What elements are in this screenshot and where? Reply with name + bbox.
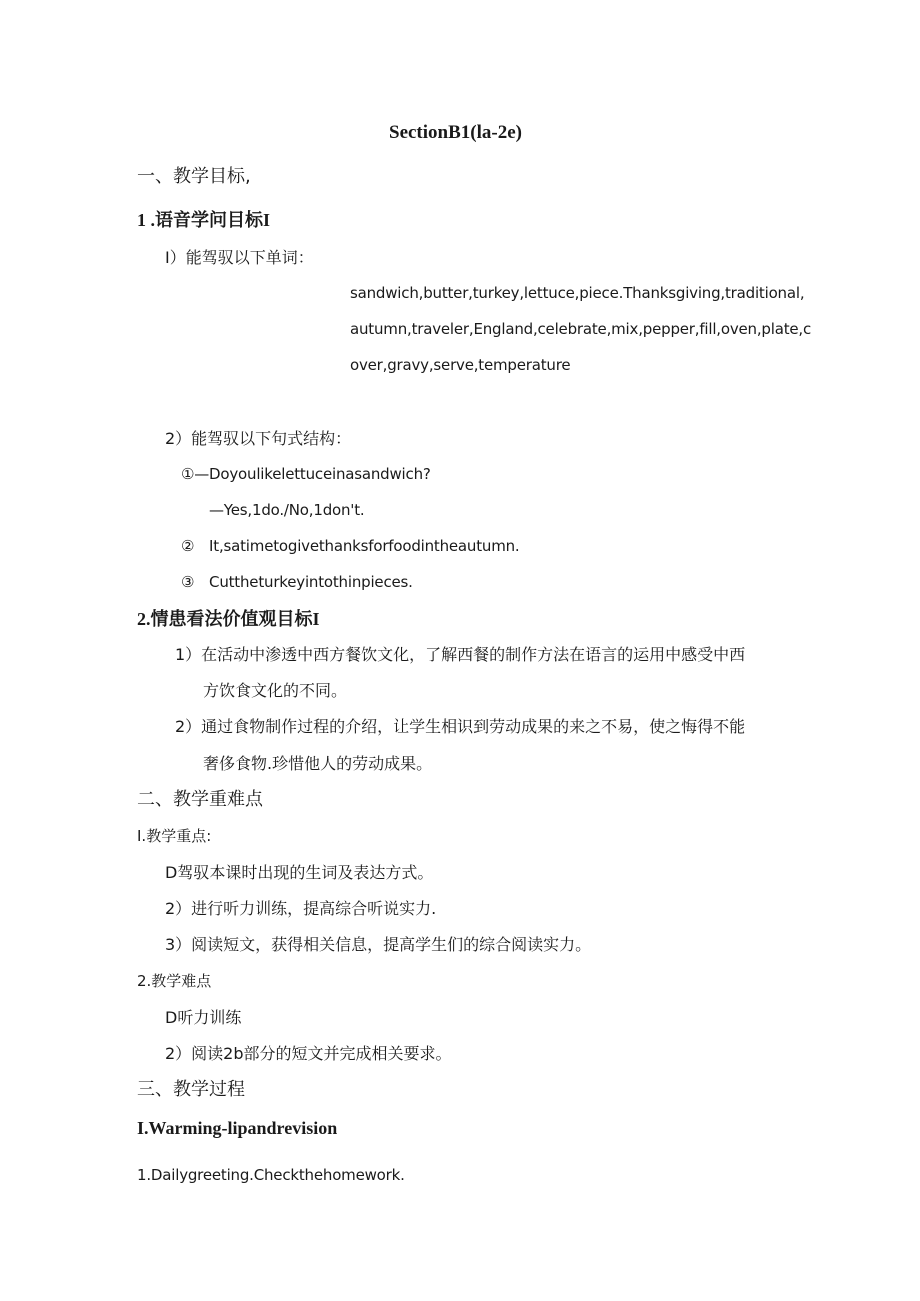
vocab-line: over,gravy,serve,temperature xyxy=(350,356,571,374)
vocab-line: autumn,traveler,England,celebrate,mix,pepper,fill,oven,plate,c xyxy=(350,320,812,338)
subsection-warming-up: I.Warming-lipandrevision xyxy=(137,1118,338,1138)
difficult-point-item: D听力训练 xyxy=(165,1008,242,1027)
subsection-values-goals: 2.情患看法价值观目标I xyxy=(137,609,320,629)
goal-line: 奢侈食物.珍惜他人的劳动成果。 xyxy=(203,754,433,773)
sentence-line: —Yes,1do./No,1don't. xyxy=(209,501,365,519)
key-points-label: I.教学重点: xyxy=(137,827,212,845)
item-vocab-label: I）能驾驭以下单词： xyxy=(165,248,314,267)
key-point-item: 2）进行听力训练，提高综合听说实力. xyxy=(165,899,437,918)
sentence-line: ①—Doyoulikelettuceinasandwich? xyxy=(181,465,431,483)
vocab-line: sandwich,butter,turkey,lettuce,piece.Thanksgiving,traditional, xyxy=(350,284,805,302)
section-1-heading: 一、教学目标, xyxy=(137,166,251,187)
sentence-line: ③ Cuttheturkeyintothinpieces. xyxy=(181,573,413,591)
item-sentence-label: 2）能驾驭以下句式结构： xyxy=(165,429,352,448)
section-3-heading: 三、教学过程 xyxy=(137,1079,245,1100)
page-title: SectionB1(la-2e) xyxy=(389,122,522,143)
key-point-item: 3）阅读短文，获得相关信息，提高学生们的综合阅读实力。 xyxy=(165,935,592,954)
subsection-language-goals: 1 .语音学问目标I xyxy=(137,210,271,230)
step-line: 1.Dailygreeting.Checkthehomework. xyxy=(137,1166,405,1184)
goal-line: 方饮食文化的不同。 xyxy=(203,681,348,700)
difficult-point-item: 2）阅读2b部分的短文并完成相关要求。 xyxy=(165,1044,452,1063)
goal-line: 2）通过食物制作过程的介绍，让学生相识到劳动成果的来之不易，使之悔得不能 xyxy=(175,717,746,736)
difficult-points-label: 2.教学难点 xyxy=(137,972,212,990)
sentence-line: ② It,satimetogivethanksforfoodintheautumn. xyxy=(181,537,520,555)
key-point-item: D驾驭本课时出现的生词及表达方式。 xyxy=(165,863,434,882)
section-2-heading: 二、教学重难点 xyxy=(137,789,263,810)
goal-line: 1）在活动中渗透中西方餐饮文化，了解西餐的制作方法在语言的运用中感受中西 xyxy=(175,645,746,664)
